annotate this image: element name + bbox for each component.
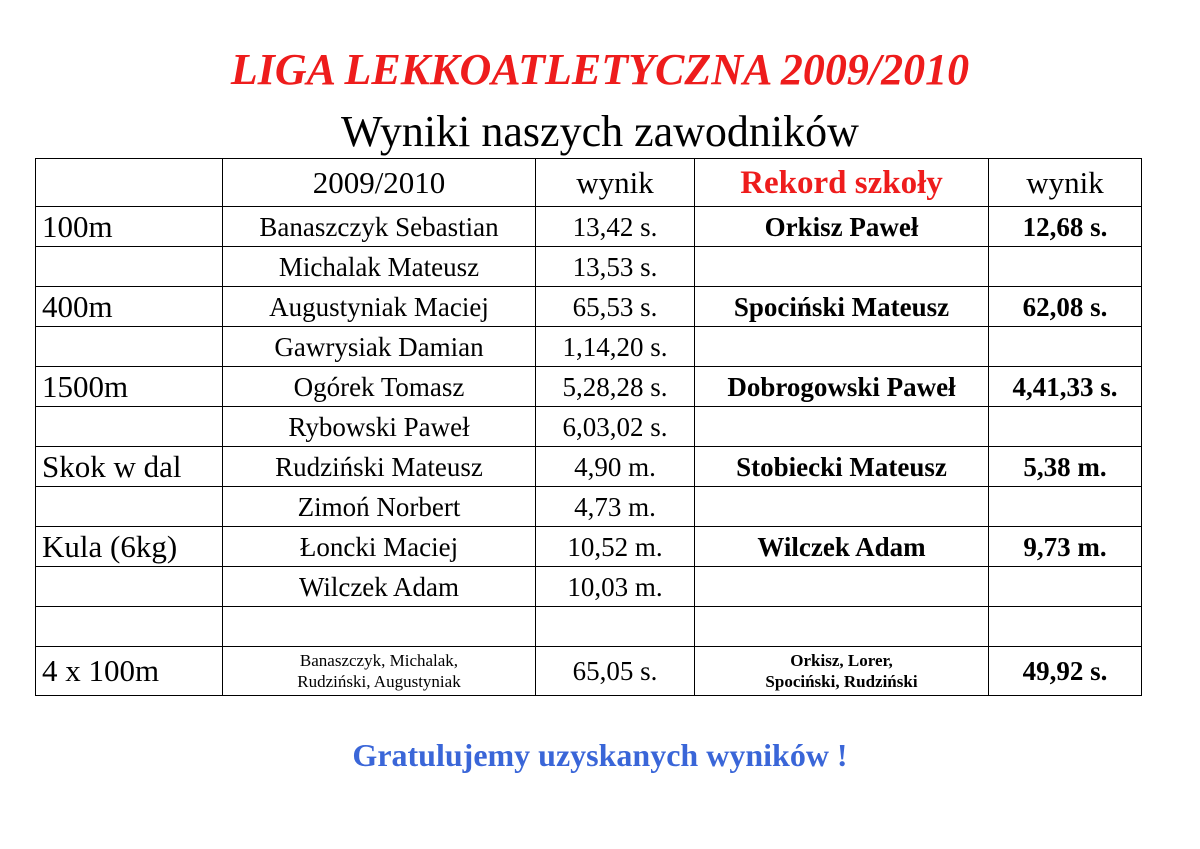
- athlete-cell: Augustyniak Maciej: [223, 287, 536, 327]
- result-cell: 13,53 s.: [536, 247, 695, 287]
- table-row: [36, 527, 1142, 567]
- athlete-cell: Gawrysiak Damian: [223, 327, 536, 367]
- header-event: [36, 159, 223, 207]
- result-cell: 4,73 m.: [536, 487, 695, 527]
- event-cell: [36, 607, 223, 647]
- record-result-cell: 4,41,33 s.: [989, 367, 1142, 407]
- record-result-cell: 5,38 m.: [989, 447, 1142, 487]
- event-cell: [36, 487, 223, 527]
- table-row: [36, 247, 1142, 287]
- record-holder-cell: Dobrogowski Paweł: [695, 367, 989, 407]
- table-row: [36, 607, 1142, 647]
- athlete-cell: Rudziński Mateusz: [223, 447, 536, 487]
- athlete-cell: Michalak Mateusz: [223, 247, 536, 287]
- athlete-cell: Wilczek Adam: [223, 567, 536, 607]
- record-holder-cell: [695, 567, 989, 607]
- record-holder-cell: [695, 247, 989, 287]
- header-result: wynik: [536, 159, 695, 207]
- table-row: [36, 207, 1142, 247]
- result-cell: 10,52 m.: [536, 527, 695, 567]
- event-cell: 100m: [36, 207, 223, 247]
- record-result-cell: [989, 487, 1142, 527]
- header-season: 2009/2010: [223, 159, 536, 207]
- athlete-cell: Banaszczyk Sebastian: [223, 207, 536, 247]
- record-holder-cell: [695, 327, 989, 367]
- relay-record-holder-line-2: Spociński, Rudziński: [765, 672, 918, 691]
- event-cell: 400m: [36, 287, 223, 327]
- record-holder-cell: Spociński Mateusz: [695, 287, 989, 327]
- header-record-result: wynik: [989, 159, 1142, 207]
- relay-record-result-cell: 49,92 s.: [989, 647, 1142, 696]
- page-subtitle: Wyniki naszych zawodników: [341, 107, 859, 156]
- result-cell: 5,28,28 s.: [536, 367, 695, 407]
- result-cell: 65,53 s.: [536, 287, 695, 327]
- athlete-cell: [223, 607, 536, 647]
- record-result-cell: [989, 607, 1142, 647]
- relay-record-holder-line-1: Orkisz, Lorer,: [790, 651, 893, 670]
- result-cell: 10,03 m.: [536, 567, 695, 607]
- athlete-cell: Zimoń Norbert: [223, 487, 536, 527]
- record-holder-cell: [695, 487, 989, 527]
- event-cell: Kula (6kg): [36, 527, 223, 567]
- event-cell: 1500m: [36, 367, 223, 407]
- record-holder-cell: Stobiecki Mateusz: [695, 447, 989, 487]
- record-result-cell: [989, 407, 1142, 447]
- record-result-cell: [989, 567, 1142, 607]
- table-header-row: [36, 159, 1142, 207]
- event-cell: [36, 407, 223, 447]
- table-row: [36, 567, 1142, 607]
- event-cell: [36, 327, 223, 367]
- athlete-cell: Rybowski Paweł: [223, 407, 536, 447]
- event-cell: [36, 567, 223, 607]
- relay-result-cell: 65,05 s.: [536, 647, 695, 696]
- relay-row: [36, 647, 1142, 696]
- result-cell: 6,03,02 s.: [536, 407, 695, 447]
- table-row: [36, 487, 1142, 527]
- table-row: [36, 407, 1142, 447]
- event-cell: Skok w dal: [36, 447, 223, 487]
- result-cell: 4,90 m.: [536, 447, 695, 487]
- record-holder-cell: [695, 407, 989, 447]
- athlete-cell: Łoncki Maciej: [223, 527, 536, 567]
- record-holder-cell: Orkisz Paweł: [695, 207, 989, 247]
- relay-event-cell: 4 x 100m: [36, 647, 223, 696]
- results-table: [35, 158, 1142, 696]
- record-result-cell: [989, 247, 1142, 287]
- record-result-cell: 12,68 s.: [989, 207, 1142, 247]
- record-holder-cell: Wilczek Adam: [695, 527, 989, 567]
- athlete-cell: Ogórek Tomasz: [223, 367, 536, 407]
- relay-athletes-line-2: Rudziński, Augustyniak: [297, 672, 461, 691]
- table-row: [36, 367, 1142, 407]
- page-title: LIGA LEKKOATLETYCZNA 2009/2010: [230, 45, 970, 94]
- record-result-cell: 62,08 s.: [989, 287, 1142, 327]
- result-cell: [536, 607, 695, 647]
- relay-athletes-cell: [223, 647, 536, 696]
- table-row: [36, 327, 1142, 367]
- table-row: [36, 447, 1142, 487]
- record-result-cell: [989, 327, 1142, 367]
- header-record-holder: Rekord szkoły: [695, 159, 989, 207]
- result-cell: 13,42 s.: [536, 207, 695, 247]
- relay-athletes-line-1: Banaszczyk, Michalak,: [299, 651, 459, 670]
- event-cell: [36, 247, 223, 287]
- record-result-cell: 9,73 m.: [989, 527, 1142, 567]
- relay-record-holder-cell: [695, 647, 989, 696]
- record-holder-cell: [695, 607, 989, 647]
- result-cell: 1,14,20 s.: [536, 327, 695, 367]
- congratulations-text: Gratulujemy uzyskanych wyników !: [352, 737, 848, 773]
- table-row: [36, 287, 1142, 327]
